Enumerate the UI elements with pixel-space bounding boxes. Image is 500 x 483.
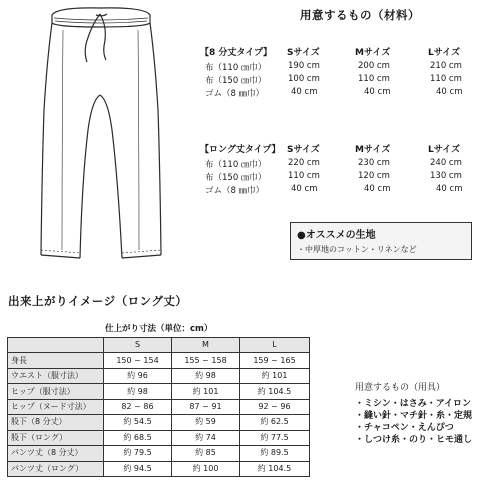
- cell-value: 約 85: [172, 446, 240, 461]
- cell-value: 約 74: [172, 430, 240, 445]
- table-row: [8, 368, 310, 383]
- cell-value: 約 98: [104, 384, 172, 399]
- material-value: 40 cm: [291, 184, 318, 194]
- recommended-fabric-box: [290, 222, 472, 260]
- cell-value: 約 101: [172, 384, 240, 399]
- row-label: 股下（8 分丈）: [8, 415, 104, 430]
- cell-value: 87 ~ 91: [172, 399, 240, 414]
- row-label: 股下（ロング）: [8, 430, 104, 445]
- size-header-m: Mサイズ: [355, 145, 391, 155]
- material-value: 40 cm: [364, 87, 391, 97]
- table-header-row: [8, 338, 310, 353]
- column-header-m: M: [172, 338, 240, 353]
- cell-value: 約 101: [240, 368, 310, 383]
- material-value: 40 cm: [364, 184, 391, 194]
- tools-item: ・しつけ糸・のり・ヒモ通し: [355, 435, 473, 445]
- row-label: ヒップ（服寸法）: [8, 384, 104, 399]
- cell-value: 159 ~ 165: [240, 353, 310, 368]
- size-header-s: Sサイズ: [287, 48, 320, 58]
- cell-value: 約 89.5: [240, 446, 310, 461]
- cell-value: 約 100: [172, 461, 240, 477]
- table-row: [8, 399, 310, 414]
- tools-item: ・縫い針・マチ針・糸・定規: [355, 411, 473, 421]
- material-value: 40 cm: [291, 87, 318, 97]
- cell-value: 150 ~ 154: [104, 353, 172, 368]
- cell-value: 155 ~ 158: [172, 353, 240, 368]
- size-header-l: Lサイズ: [428, 145, 461, 155]
- material-value: 40 cm: [436, 184, 463, 194]
- column-header-l: L: [240, 338, 310, 353]
- cell-value: 約 104.5: [240, 384, 310, 399]
- material-value: 110 cm: [430, 74, 462, 84]
- row-label: パンツ丈（8 分丈）: [8, 446, 104, 461]
- size-header-s: Sサイズ: [287, 145, 320, 155]
- cell-value: 約 79.5: [104, 446, 172, 461]
- section-long-title: 【ロング丈タイプ】: [200, 145, 281, 155]
- cell-value: 約 54.5: [104, 415, 172, 430]
- cell-value: 約 68.5: [104, 430, 172, 445]
- cell-value: 92 ~ 96: [240, 399, 310, 414]
- material-value: 40 cm: [436, 87, 463, 97]
- material-value: 240 cm: [430, 158, 462, 168]
- material-value: 120 cm: [358, 171, 390, 181]
- cell-value: 約 96: [104, 368, 172, 383]
- cell-value: 82 ~ 86: [104, 399, 172, 414]
- material-label: 布（150 ㎝巾）: [205, 76, 267, 86]
- material-value: 110 cm: [288, 171, 320, 181]
- table-row: [8, 461, 310, 477]
- finished-title: 出来上がりイメージ（ロング丈）: [8, 294, 188, 308]
- material-label: ゴム（8 ㎜巾）: [205, 186, 265, 196]
- material-value: 230 cm: [358, 158, 390, 168]
- material-label: 布（110 ㎝巾）: [205, 160, 267, 170]
- tools-title: 用意するもの（用具）: [355, 383, 446, 393]
- table-row: [8, 446, 310, 461]
- material-label: ゴム（8 ㎜巾）: [205, 89, 265, 99]
- finished-subtitle: 仕上がり寸法（単位：cm）: [105, 324, 213, 334]
- material-value: 100 cm: [288, 74, 320, 84]
- material-value: 210 cm: [430, 61, 462, 71]
- table-row: [8, 384, 310, 399]
- material-label: 布（150 ㎝巾）: [205, 173, 267, 183]
- row-label: 身長: [8, 353, 104, 368]
- size-header-l: Lサイズ: [428, 48, 461, 58]
- tools-item: ・ミシン・はさみ・アイロン: [355, 399, 471, 409]
- cell-value: 約 77.5: [240, 430, 310, 445]
- row-label: パンツ丈（ロング）: [8, 461, 104, 477]
- recommended-fabric-text: ・中厚地のコットン・リネンなど: [297, 245, 417, 254]
- table-row: [8, 430, 310, 445]
- material-label: 布（110 ㎝巾）: [205, 63, 267, 73]
- column-header-s: S: [104, 338, 172, 353]
- tools-item: ・チャコペン・えんぴつ: [355, 423, 454, 433]
- row-label: ヒップ（ヌード寸法）: [8, 399, 104, 414]
- table-row: [8, 415, 310, 430]
- recommended-fabric-title: ●オススメの生地: [297, 230, 376, 241]
- cell-value: 約 62.5: [240, 415, 310, 430]
- cell-value: 約 59: [172, 415, 240, 430]
- material-value: 130 cm: [430, 171, 462, 181]
- materials-title: 用意するもの（材料）: [300, 8, 420, 22]
- measurements-table: [7, 337, 310, 477]
- cell-value: 約 94.5: [104, 461, 172, 477]
- material-value: 200 cm: [358, 61, 390, 71]
- row-label: ウエスト（服寸法）: [8, 368, 104, 383]
- cell-value: 約 104.5: [240, 461, 310, 477]
- pants-illustration: [0, 0, 240, 270]
- header-blank: [8, 338, 104, 353]
- table-row: [8, 353, 310, 368]
- section-8bun-title: 【8 分丈タイプ】: [200, 48, 273, 58]
- cell-value: 約 98: [172, 368, 240, 383]
- material-value: 220 cm: [288, 158, 320, 168]
- material-value: 190 cm: [288, 61, 320, 71]
- size-header-m: Mサイズ: [355, 48, 391, 58]
- material-value: 110 cm: [358, 74, 390, 84]
